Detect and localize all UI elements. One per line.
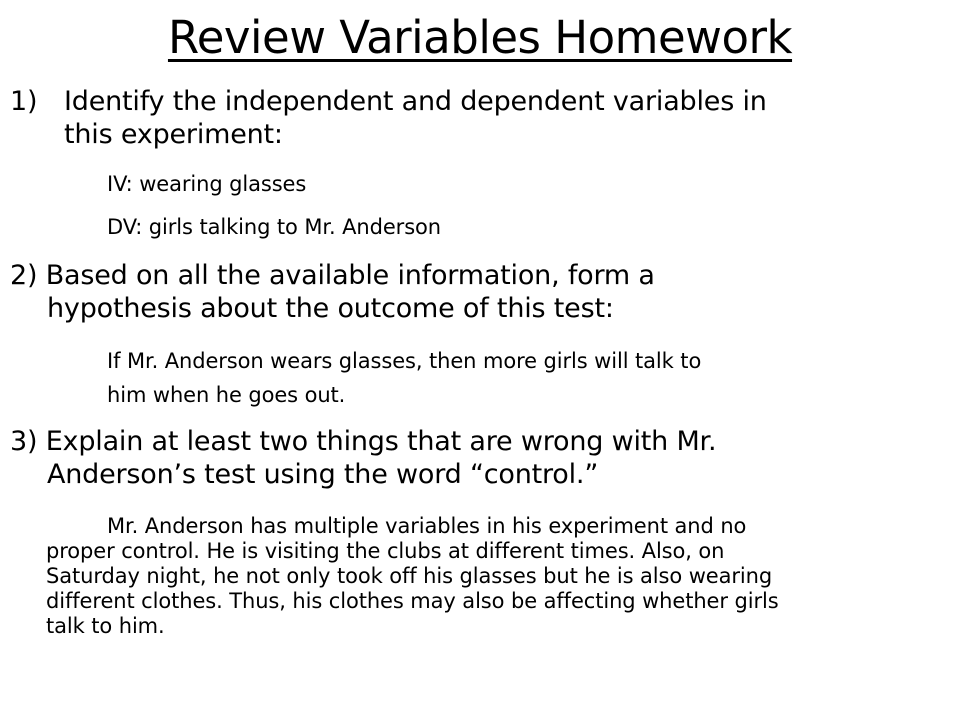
question-3-line-1: 3) Explain at least two things that are wrong with Mr.	[10, 426, 717, 457]
question-2-line-1: 2) Based on all the available information, form a	[10, 260, 655, 291]
question-3	[10, 425, 950, 495]
answer-1-iv: IV: wearing glasses	[107, 172, 307, 196]
question-2-line-2: hypothesis about the outcome of this test:	[47, 293, 614, 324]
question-1-line-2: this experiment:	[64, 119, 283, 150]
answer-3-line-2: proper control. He is visiting the clubs at different times. Also, on	[46, 539, 725, 563]
question-1-line-1: Identify the independent and dependent variables in	[64, 86, 767, 117]
question-3-line-2: Anderson’s test using the word “control.”	[47, 459, 599, 490]
answer-2-line-1: If Mr. Anderson wears glasses, then more girls will talk to	[107, 349, 702, 373]
slide-title: Review Variables Homework	[167, 11, 793, 64]
answer-3-line-3: Saturday night, he not only took off his glasses but he is also wearing	[46, 564, 773, 588]
answer-3-line-4: different clothes. Thus, his clothes may also be affecting whether girls	[46, 589, 779, 613]
question-2	[10, 259, 950, 329]
answer-2-line-2: him when he goes out.	[107, 383, 346, 407]
answer-3-line-1: Mr. Anderson has multiple variables in his experiment and no	[107, 514, 747, 538]
answer-3	[46, 514, 946, 639]
answer-1-dv: DV: girls talking to Mr. Anderson	[107, 215, 441, 239]
question-1-number: 1)	[10, 86, 38, 117]
question-1	[10, 85, 950, 155]
answer-3-line-5: talk to him.	[46, 614, 165, 638]
